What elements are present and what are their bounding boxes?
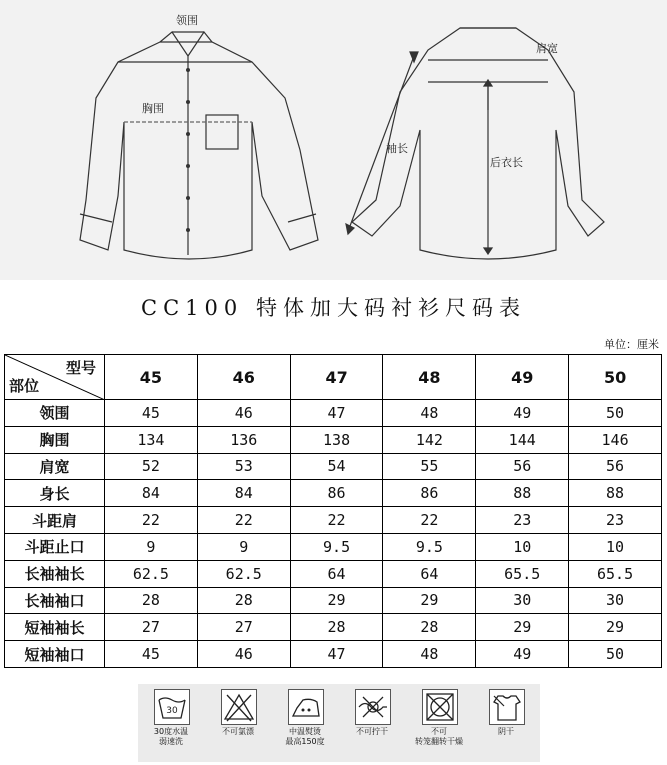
corner-size-label: 型号: [65, 359, 96, 377]
care-item: [138, 684, 204, 762]
table-cell: 29: [476, 614, 569, 641]
table-cell: 55: [383, 453, 476, 480]
care-item: [205, 684, 271, 762]
table-row: [5, 560, 662, 587]
table-cell: 54: [290, 453, 383, 480]
table-cell: 29: [569, 614, 662, 641]
table-cell: 29: [383, 587, 476, 614]
care-label-line1: 30度水温: [153, 727, 189, 736]
row-label: 短袖袖口: [5, 641, 105, 668]
table-cell: 62.5: [197, 560, 290, 587]
table-cell: 50: [569, 641, 662, 668]
wash-temp-text: 30: [166, 706, 178, 716]
table-cell: 10: [476, 533, 569, 560]
size-header: 50: [569, 355, 662, 400]
table-cell: 48: [383, 641, 476, 668]
shade-dry-icon: [489, 689, 525, 725]
shoulder-label: 肩宽: [536, 42, 558, 55]
table-cell: 49: [476, 641, 569, 668]
care-item: [473, 684, 539, 762]
table-cell: 65.5: [569, 560, 662, 587]
table-cell: 22: [197, 507, 290, 534]
table-cell: 142: [383, 426, 476, 453]
table-cell: 52: [105, 453, 198, 480]
size-header: 46: [197, 355, 290, 400]
care-item: [339, 684, 405, 762]
care-label: [138, 727, 204, 747]
size-chart-table: [4, 354, 662, 668]
table-cell: 86: [290, 480, 383, 507]
care-label-line2: 弱速洗: [159, 737, 183, 746]
collar-label: 领围: [176, 14, 198, 27]
row-label: 斗距止口: [5, 533, 105, 560]
table-header-row: [5, 355, 662, 400]
table-row: [5, 426, 662, 453]
table-cell: 50: [569, 400, 662, 427]
care-label: [339, 727, 405, 737]
table-cell: 29: [290, 587, 383, 614]
care-label: [272, 727, 338, 747]
care-label-line1: 中温熨烫: [289, 727, 321, 736]
table-cell: 49: [476, 400, 569, 427]
front-shirt-outline: [80, 42, 318, 259]
corner-cell: [5, 355, 105, 400]
iron-medium-icon: [288, 689, 324, 725]
table-row: [5, 400, 662, 427]
shirt-measurement-diagram: [0, 0, 667, 280]
care-label-line1: 不可: [431, 727, 447, 736]
table-body: [5, 400, 662, 668]
row-label: 短袖袖长: [5, 614, 105, 641]
table-cell: 48: [383, 400, 476, 427]
table-cell: 28: [197, 587, 290, 614]
table-cell: 30: [476, 587, 569, 614]
table-cell: 47: [290, 400, 383, 427]
care-label-line2: 最高150度: [285, 737, 325, 746]
care-item: [272, 684, 338, 762]
care-label-line1: 阴干: [498, 727, 514, 736]
table-cell: 30: [569, 587, 662, 614]
table-row: [5, 480, 662, 507]
table-row: [5, 507, 662, 534]
size-header: 45: [105, 355, 198, 400]
table-row: [5, 614, 662, 641]
sleeve-label: 袖长: [386, 142, 408, 155]
table-cell: 9.5: [383, 533, 476, 560]
table-row: [5, 641, 662, 668]
unit-label: 单位：厘米: [604, 338, 659, 351]
shirt-illustration: [0, 0, 667, 280]
table-cell: 53: [197, 453, 290, 480]
size-header: 49: [476, 355, 569, 400]
table-cell: 84: [105, 480, 198, 507]
row-label: 长袖袖口: [5, 587, 105, 614]
chest-label: 胸围: [142, 102, 164, 115]
table-row: [5, 453, 662, 480]
row-label: 身长: [5, 480, 105, 507]
row-label: 胸围: [5, 426, 105, 453]
table-cell: 27: [197, 614, 290, 641]
row-label: 肩宽: [5, 453, 105, 480]
table-cell: 22: [105, 507, 198, 534]
table-cell: 46: [197, 400, 290, 427]
size-header: 48: [383, 355, 476, 400]
table-cell: 27: [105, 614, 198, 641]
care-label: [205, 727, 271, 737]
table-cell: 9.5: [290, 533, 383, 560]
table-cell: 23: [569, 507, 662, 534]
care-item: [406, 684, 472, 762]
table-cell: 9: [197, 533, 290, 560]
care-label-line1: 不可拧干: [356, 727, 388, 736]
table-cell: 46: [197, 641, 290, 668]
table-cell: 45: [105, 641, 198, 668]
table-cell: 86: [383, 480, 476, 507]
table-cell: 28: [105, 587, 198, 614]
table-cell: 45: [105, 400, 198, 427]
table-cell: 136: [197, 426, 290, 453]
table-cell: 28: [290, 614, 383, 641]
corner-part-label: 部位: [9, 377, 40, 395]
table-cell: 64: [290, 560, 383, 587]
row-label: 领围: [5, 400, 105, 427]
table-cell: 56: [569, 453, 662, 480]
table-cell: 22: [383, 507, 476, 534]
care-label: [406, 727, 472, 747]
table-cell: 65.5: [476, 560, 569, 587]
table-row: [5, 533, 662, 560]
care-label-line1: 不可氯漂: [222, 727, 254, 736]
no-tumble-dry-icon: [422, 689, 458, 725]
care-label-line2: 转笼翻转干燥: [415, 737, 463, 746]
back-length-label: 后衣长: [490, 156, 523, 169]
care-label: [473, 727, 539, 737]
table-cell: 10: [569, 533, 662, 560]
table-cell: 146: [569, 426, 662, 453]
table-cell: 28: [383, 614, 476, 641]
row-label: 斗距肩: [5, 507, 105, 534]
table-cell: 23: [476, 507, 569, 534]
table-cell: 56: [476, 453, 569, 480]
care-instructions: [138, 684, 540, 762]
table-cell: 144: [476, 426, 569, 453]
table-cell: 134: [105, 426, 198, 453]
table-row: [5, 587, 662, 614]
row-label: 长袖袖长: [5, 560, 105, 587]
table-cell: 84: [197, 480, 290, 507]
table-cell: 88: [476, 480, 569, 507]
table-cell: 22: [290, 507, 383, 534]
table-cell: 62.5: [105, 560, 198, 587]
table-cell: 9: [105, 533, 198, 560]
no-wring-icon: [355, 689, 391, 725]
size-header: 47: [290, 355, 383, 400]
no-bleach-icon: [221, 689, 257, 725]
page-title: CC100 特体加大码衬衫尺码表: [141, 296, 526, 320]
table-cell: 138: [290, 426, 383, 453]
table-cell: 64: [383, 560, 476, 587]
wash-30-icon: [154, 689, 190, 725]
table-cell: 47: [290, 641, 383, 668]
table-cell: 88: [569, 480, 662, 507]
